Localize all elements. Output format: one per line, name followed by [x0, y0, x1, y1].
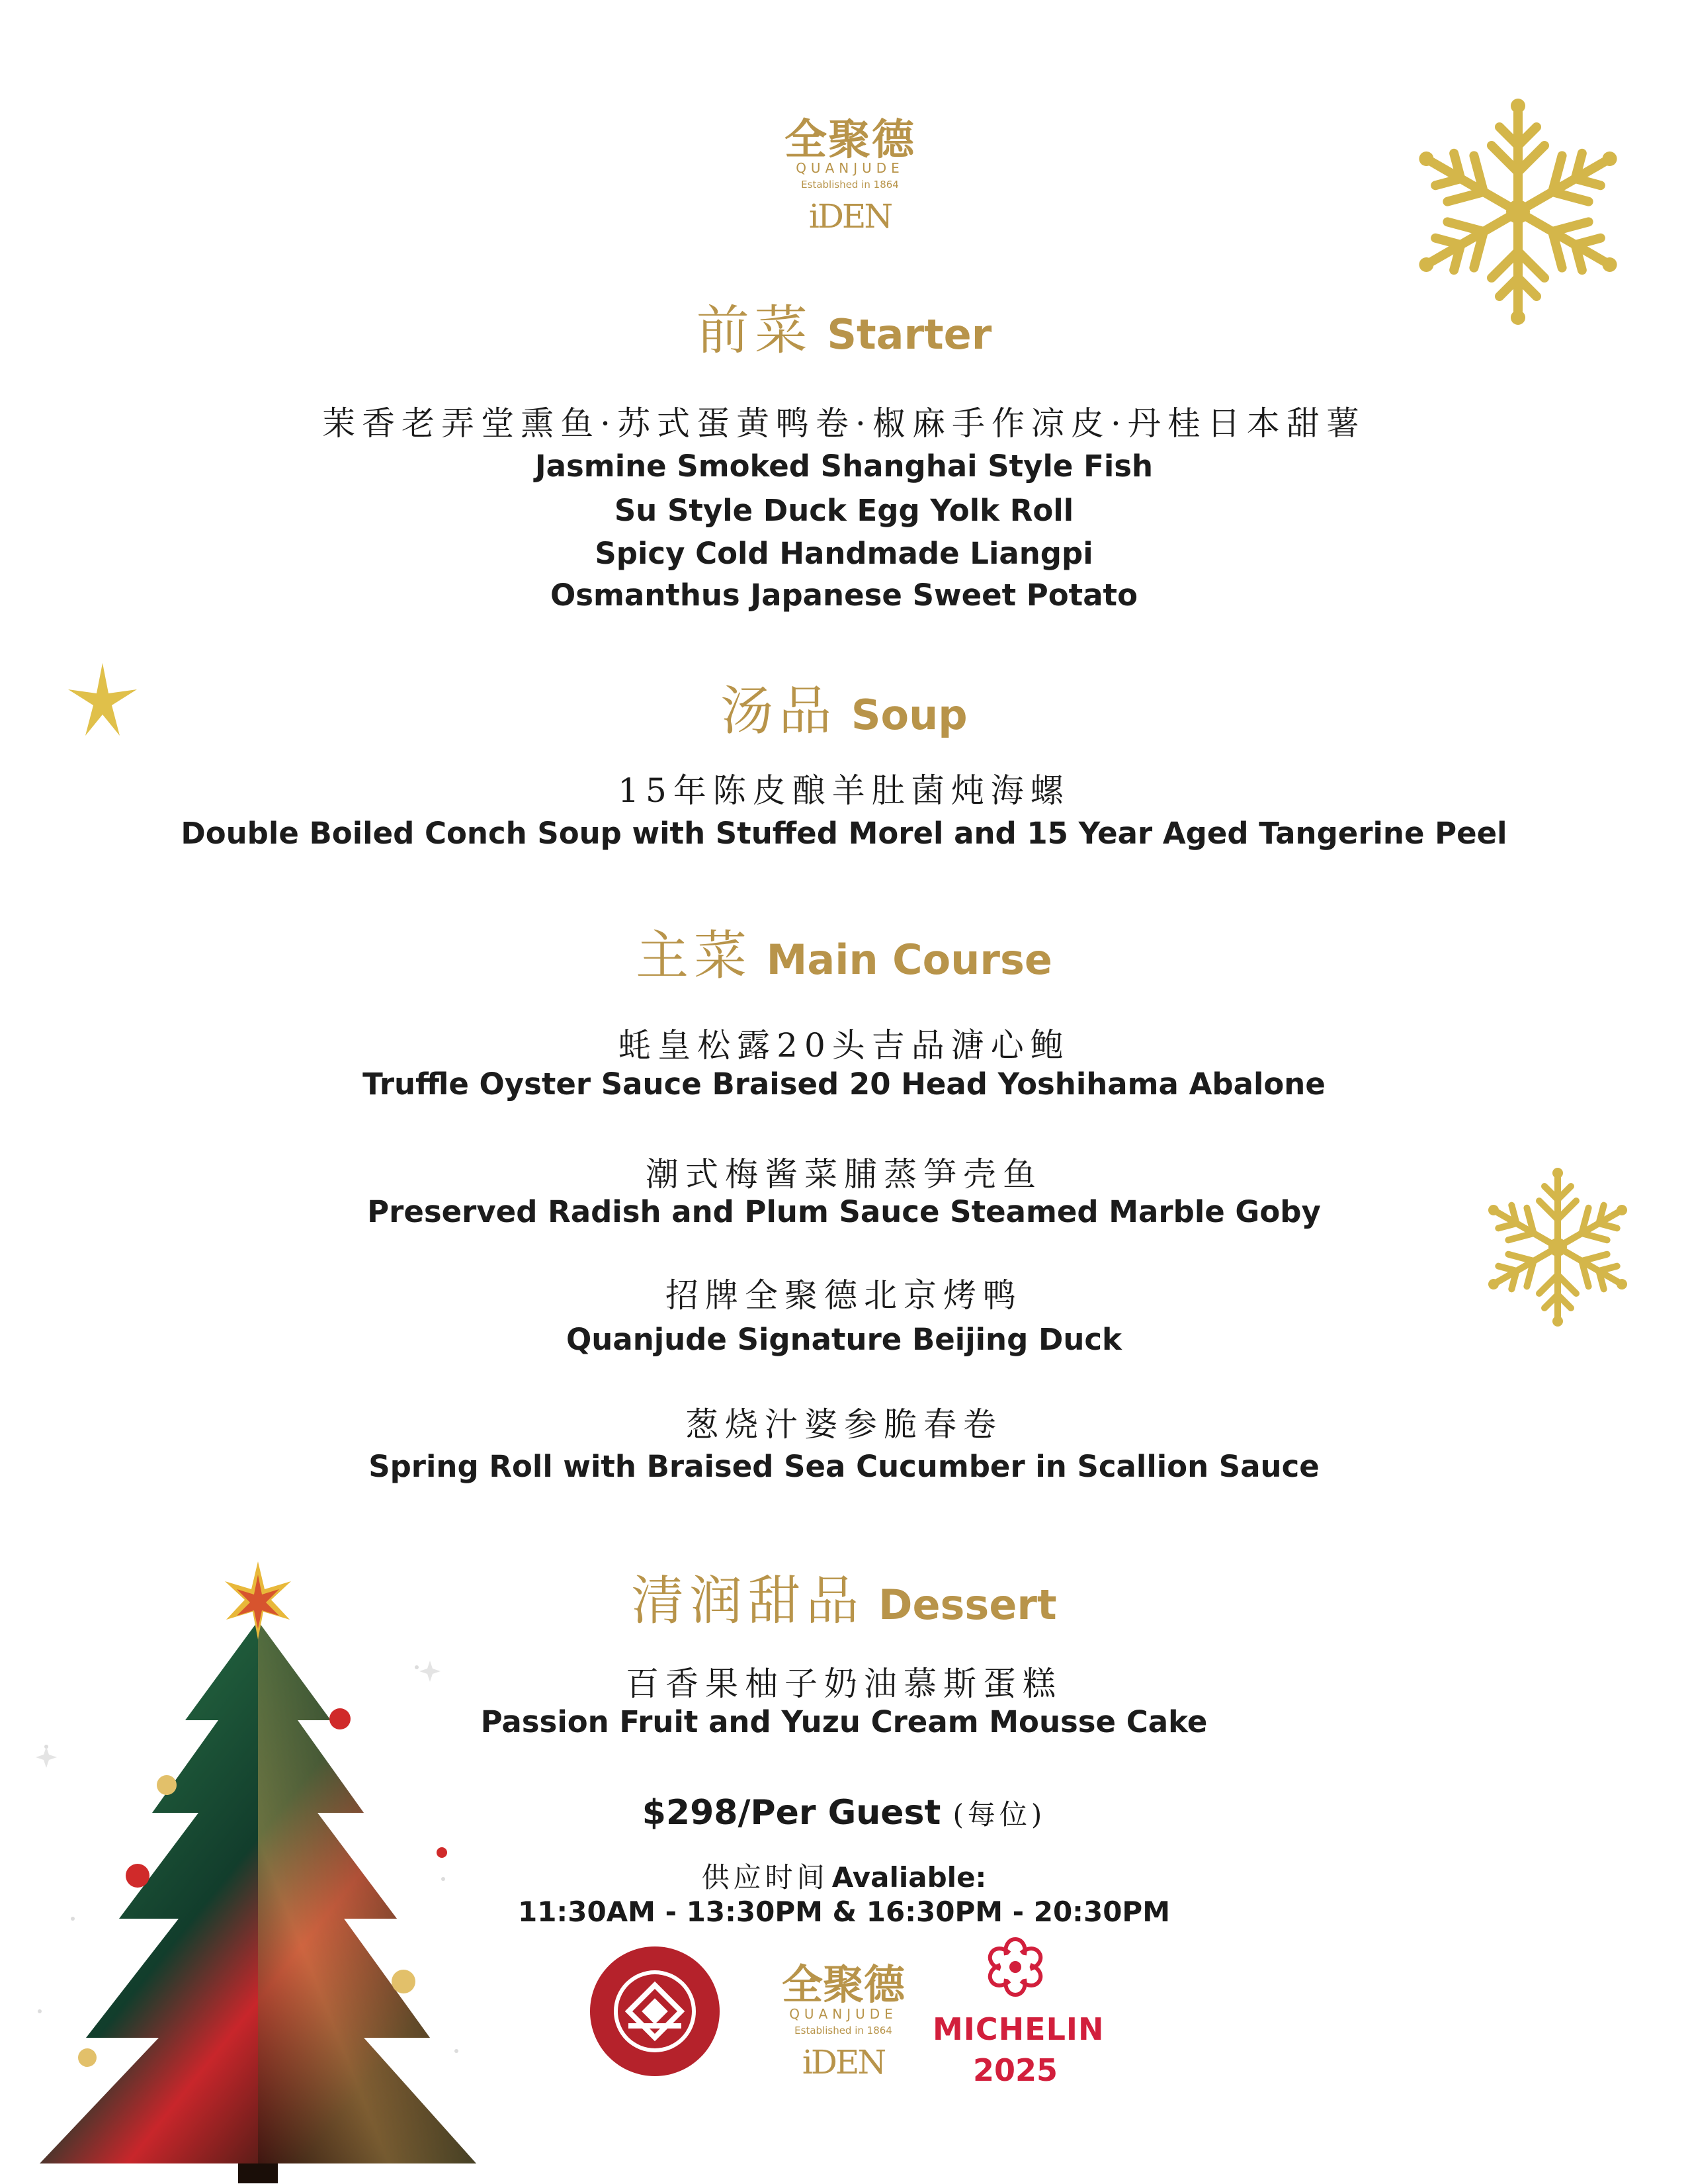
footer-logo-established: Established in 1864 — [794, 2025, 892, 2036]
section-title-dessert — [0, 1558, 1688, 1634]
main-dish-en: Spring Roll with Braised Sea Cucumber in Scallion Sauce — [368, 1449, 1320, 1484]
starter-dish-en-1: Jasmine Smoked Shanghai Style Fish — [534, 449, 1154, 484]
soup-title-cn: 汤品 — [720, 680, 837, 742]
main-dish-cn: 招牌全聚德北京烤鸭 — [665, 1276, 1023, 1315]
heritage-seal-icon — [589, 1945, 721, 2077]
section-title-main — [0, 913, 1688, 989]
section-title-starter — [0, 288, 1688, 364]
michelin-year: 2025 — [972, 2052, 1058, 2088]
starter-dish-en-2: Su Style Duck Egg Yolk Roll — [614, 493, 1074, 528]
starter-dish-cn: 茉香老弄堂熏鱼·苏式蛋黄鸭卷·椒麻手作凉皮·丹桂日本甜薯 — [322, 404, 1366, 443]
michelin-word: MICHELIN — [933, 2011, 1105, 2047]
main-dish-cn: 蚝皇松露20头吉品溏心鲍 — [618, 1026, 1070, 1065]
dessert-dish-cn: 百香果柚子奶油慕斯蛋糕 — [626, 1665, 1062, 1703]
footer-logo-english: QUANJUDE — [789, 2006, 898, 2022]
logo-established: Established in 1864 — [801, 179, 899, 191]
starter-title-cn: 前菜 — [696, 300, 813, 361]
main-title-en: Main Course — [766, 936, 1052, 984]
logo-chinese: 全聚德 — [784, 115, 915, 165]
availability-hours: 11:30AM - 13:30PM & 16:30PM - 20:30PM — [517, 1896, 1170, 1928]
main-dish-cn: 葱烧汁婆参脆春卷 — [685, 1405, 1003, 1444]
starter-dish-en-4: Osmanthus Japanese Sweet Potato — [550, 578, 1138, 613]
price-amount: $298/Per Guest — [642, 1793, 941, 1833]
main-title-cn: 主菜 — [636, 925, 753, 986]
logo-english: QUANJUDE — [796, 160, 904, 176]
starter-title-en: Starter — [827, 310, 992, 359]
price-line — [0, 1793, 1688, 1833]
main-dish-en: Quanjude Signature Beijing Duck — [566, 1322, 1122, 1357]
availability-label-en: Avaliable: — [831, 1861, 987, 1894]
dessert-title-cn: 清润甜品 — [631, 1570, 865, 1632]
price-per-cn: (每位) — [952, 1798, 1046, 1831]
footer-logo-iden: iDEN — [802, 2043, 885, 2081]
main-dish-cn: 潮式梅酱菜脯蒸笋壳鱼 — [646, 1155, 1042, 1194]
dessert-title-en: Dessert — [878, 1581, 1057, 1629]
section-title-soup — [0, 668, 1688, 744]
logo-iden: iDEN — [808, 197, 892, 236]
michelin-flower-icon — [979, 1931, 1052, 2003]
soup-dish-cn: 15年陈皮酿羊肚菌炖海螺 — [618, 771, 1070, 810]
availability-label — [0, 1856, 1688, 1896]
availability-label-cn: 供应时间 — [701, 1861, 829, 1894]
footer-logo-chinese: 全聚德 — [781, 1960, 905, 2009]
soup-dish-en: Double Boiled Conch Soup with Stuffed Morel and 15 Year Aged Tangerine Peel — [181, 816, 1507, 851]
soup-title-en: Soup — [851, 691, 968, 739]
main-dish-en: Preserved Radish and Plum Sauce Steamed Marble Goby — [367, 1194, 1321, 1229]
main-dish-en: Truffle Oyster Sauce Braised 20 Head Yoshihama Abalone — [362, 1067, 1326, 1102]
dessert-dish-en: Passion Fruit and Yuzu Cream Mousse Cake — [480, 1704, 1208, 1739]
starter-dish-en-3: Spicy Cold Handmade Liangpi — [595, 536, 1093, 571]
